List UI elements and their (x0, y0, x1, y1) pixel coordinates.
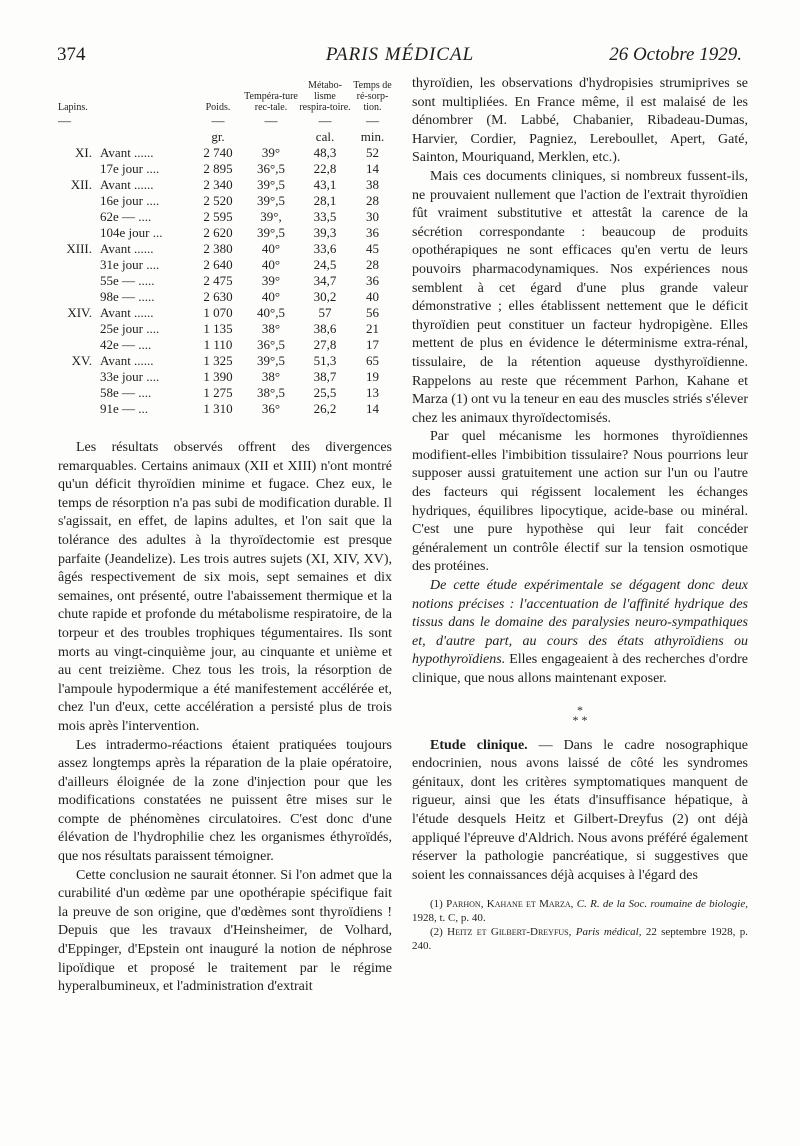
fn-num: (2) (430, 926, 443, 939)
temperature: 38° (261, 369, 281, 384)
weight: 1 325 (203, 353, 233, 368)
metabolism: 28,1 (313, 193, 337, 208)
unit-label: gr. (211, 129, 225, 144)
rabbit-id: XI. (75, 145, 92, 160)
header-dash: — (58, 113, 71, 128)
timepoint: 17e jour .... (100, 161, 160, 176)
timepoint: 58e — .... (100, 385, 152, 400)
fn-rest: 1928, t. C, p. 40. (412, 912, 486, 925)
timepoint: Avant ...... (100, 353, 154, 368)
table-row (58, 289, 393, 305)
paragraph: Les résultats observés offrent des divergences remarquables. Certains animaux (XII et XIII) n'ont montré qu'un déficit thyroïdien minime et fugace. Chez eux, le temps de résorption n'a pas subi de modification durable. Il s'agissait, en effet, de lapins adultes, et l'on sait que la tolérance des adultes à la thyroïdectomie est presque parfaite (Jeandelize). Les trois autres sujets (XI, XIV, XV), âgés respectivement de six mois, sept semaines et dix semaines, ont présenté, outre l'abaissement thermique et la chute rapide et profonde du métabolisme respiratoire, de la torpeur et des troubles trophiques tégumentaires. Ils sont morts au vingt-cinquième jour, au cinquante et unième et au cent treizième. Chez tous les trois, la résorption de l'ampoule hypodermique a été manifestement accélérée et, chez l'un d'eux, cette accélération a persisté plus de trois mois après l'intervention. (58, 440, 392, 734)
timepoint: Avant ...... (100, 177, 154, 192)
resorption-time: 65 (366, 353, 379, 368)
temperature: 40° (261, 241, 281, 256)
paragraph: thyroïdien, les observations d'hydropisies strumiprives se sont multipliées. En France même, il est malaisé de les dénombrer (M. Labbé, Chabanier, Ribadeau-Dumas, Harvier, Cordier, Pagniez, Lereboullet, Apert, Gaté, Sainton, Mouriquand, Merklen, etc.). (412, 76, 748, 166)
temperature: 39°,5 (257, 353, 285, 368)
weight: 2 620 (203, 225, 233, 240)
timepoint: 33e jour .... (100, 369, 160, 384)
rabbit-id (58, 337, 100, 353)
data-table (58, 80, 393, 417)
table-row (58, 337, 393, 353)
resorption-time: 40 (366, 289, 379, 304)
page-number: 374 (57, 44, 86, 65)
temperature: 36° (261, 401, 281, 416)
rabbit-id (58, 257, 100, 273)
section-heading: Etude clinique. (430, 737, 528, 753)
table-row (58, 369, 393, 385)
weight: 1 275 (203, 385, 233, 400)
column-header: Lapins. (58, 102, 88, 113)
header-dash (100, 113, 192, 129)
temperature: 38°,5 (257, 385, 285, 400)
metabolism: 38,6 (313, 321, 337, 336)
fn-authors: Parhon, Kahane et Marza, (446, 898, 574, 911)
resorption-time: 28 (366, 257, 379, 272)
resorption-time: 38 (366, 177, 379, 192)
resorption-time: 56 (366, 305, 379, 320)
unit-label (244, 129, 298, 145)
weight: 1 310 (203, 401, 233, 416)
paragraph: Par quel mécanisme les hormones thyroïdiennes modifient-elles l'imbibition tissulaire? Nous pourrions leur supposer aussi gratuitement une action sur l'un ou l'autre des facteurs qui régissent localement les échanges hydriques, équilibres lipocytique, acide-base ou minéral. C'est une pure hypothèse qui leur fait concéder généralement un contrôle électif sur la tension osmotique des protéines. (412, 429, 748, 575)
timepoint: 25e jour .... (100, 321, 160, 336)
resorption-time: 28 (366, 193, 379, 208)
table-row (58, 177, 393, 193)
header-dash: — (211, 113, 225, 128)
timepoint: 42e — .... (100, 337, 152, 352)
weight: 2 340 (203, 177, 233, 192)
weight: 2 595 (203, 209, 233, 224)
metabolism: 25,5 (313, 385, 337, 400)
fn-source: Paris médical, (575, 926, 642, 939)
resorption-time: 36 (366, 273, 379, 288)
temperature: 39°,5 (257, 193, 285, 208)
metabolism: 38,7 (313, 369, 337, 384)
footnote (412, 897, 748, 925)
timepoint: Avant ...... (100, 241, 154, 256)
paragraph: Mais ces documents cliniques, si nombreux fussent-ils, ne prouvaient nullement que l'action de l'extrait thyroïdien fût vraiment substitutive et attestât la carence de la sécrétion correspondante : beaucoup de produits opothérapiques ne sont efficaces qu'en vertu de leurs pouvoirs pharmacodynamiques. Nos expériences nous semblent à cet égard d'une plus grande valeur démonstrative ; elles établissent nettement que le déficit thyroïdien peut constituer un facteur hydropigène. Elles mettent de plus en évidence le déterminisme extra-rénal, tissulaire, de la rétention aqueuse dysthyroïdienne. Rappelons au reste que récemment Parhon, Kahane et Marza (1) ont vu la teneur en eau des muscles striés s'élever chez les animaux thyroïdectomisés. (412, 168, 748, 426)
metabolism: 39,3 (313, 225, 337, 240)
metabolism: 33,5 (313, 209, 337, 224)
temperature: 38° (261, 321, 281, 336)
column-header: Métabo-lisme respira-toire. (299, 80, 351, 113)
text: Elles engageaient à des recherches d'ordre clinique, que nous allons maintenant exposer. (412, 652, 748, 686)
resorption-time: 14 (366, 161, 379, 176)
journal-title: PARIS MÉDICAL (325, 44, 475, 65)
temperature: 39° (261, 273, 281, 288)
header-dash: — (318, 113, 332, 128)
temperature: 40°,5 (257, 305, 285, 320)
rabbit-id (58, 369, 100, 385)
weight: 2 640 (203, 257, 233, 272)
metabolism: 24,5 (313, 257, 337, 272)
resorption-time: 36 (366, 225, 379, 240)
fn-source: C. R. de la Soc. roumaine de biologie, (576, 898, 748, 911)
timepoint: 104e jour ... (100, 225, 163, 240)
footnote (412, 925, 748, 953)
resorption-time: 52 (366, 145, 379, 160)
unit-label: cal. (315, 129, 335, 144)
italic-text: De cette étude expérimentale se dégagent donc deux notions précises : l'accentuation de l'affinité hydrique des tissus dans le domaine des paralysies neuro-sympathiques et, d'autre part, au cours des états athyroïdiens ou hypothyroïdiens. (412, 578, 748, 668)
table-row (58, 305, 393, 321)
weight: 2 475 (203, 273, 233, 288)
rabbit-id (58, 321, 100, 337)
footnotes (412, 897, 748, 953)
fn-num: (1) (430, 898, 443, 911)
table-row (58, 257, 393, 273)
timepoint: 98e — ..... (100, 289, 155, 304)
temperature: 36°,5 (257, 161, 285, 176)
left-column (58, 80, 392, 997)
table-row (58, 273, 393, 289)
rabbit-id (58, 289, 100, 305)
table-row (58, 193, 393, 209)
rabbit-id: XII. (70, 177, 92, 192)
issue-date: 26 Octobre 1929. (609, 44, 742, 65)
column-header: Tempéra-ture rec-tale. (244, 91, 298, 113)
weight: 1 110 (203, 337, 233, 352)
table-row (58, 321, 393, 337)
rabbit-id (58, 193, 100, 209)
header-dash: — (264, 113, 278, 128)
weight: 2 630 (203, 289, 233, 304)
fn-authors: Heitz et Gilbert-Dreyfus, (447, 926, 572, 939)
table-row (58, 145, 393, 161)
temperature: 39° (261, 145, 281, 160)
timepoint: 31e jour .... (100, 257, 160, 272)
header-dash: — (366, 113, 379, 128)
paragraph (412, 737, 748, 886)
resorption-time: 21 (366, 321, 379, 336)
metabolism: 48,3 (313, 145, 337, 160)
rabbit-id (58, 225, 100, 241)
rabbit-id: XIV. (67, 305, 92, 320)
table-row (58, 225, 393, 241)
table-row (58, 401, 393, 417)
paragraph: Les intradermo-réactions étaient pratiquées toujours assez longtemps après la réparation de la plaie opératoire, d'ailleurs éloignée de la zone d'injection pour que les modifications constatées ne puissent être mises sur le compte de phénomènes circulatoires. C'est donc d'une élévation de l'hydrophilie chez les organismes éthyroïdés, que nos résultats paraissent témoigner. (58, 737, 392, 865)
rabbit-id (58, 385, 100, 401)
weight: 1 135 (203, 321, 233, 336)
table-row (58, 385, 393, 401)
metabolism: 51,3 (313, 353, 337, 368)
section-separator (412, 702, 748, 727)
table-row (58, 161, 393, 177)
stars: * * (572, 712, 588, 727)
rabbit-id (58, 161, 100, 177)
table-row (58, 241, 393, 257)
column-header (100, 80, 192, 113)
resorption-time: 14 (366, 401, 379, 416)
metabolism: 22,8 (313, 161, 337, 176)
metabolism: 30,2 (313, 289, 337, 304)
weight: 1 070 (203, 305, 233, 320)
temperature: 36°,5 (257, 337, 285, 352)
timepoint: Avant ...... (100, 305, 154, 320)
metabolism: 27,8 (313, 337, 337, 352)
column-header: Poids. (205, 102, 231, 113)
metabolism: 34,7 (313, 273, 337, 288)
star: * (577, 702, 583, 717)
temperature: 40° (261, 257, 281, 272)
timepoint: 16e jour .... (100, 193, 160, 208)
weight: 2 380 (203, 241, 233, 256)
temperature: 39°, (260, 209, 282, 224)
unit-label: min. (360, 129, 385, 144)
metabolism: 57 (318, 305, 332, 320)
resorption-time: 13 (366, 385, 379, 400)
timepoint: 55e — ..... (100, 273, 155, 288)
temperature: 40° (261, 289, 281, 304)
timepoint: Avant ...... (100, 145, 154, 160)
rabbit-id (58, 273, 100, 289)
resorption-time: 30 (366, 209, 379, 224)
weight: 1 390 (203, 369, 233, 384)
paragraph (412, 577, 748, 689)
table-row (58, 209, 393, 225)
paragraph: Cette conclusion ne saurait étonner. Si l'on admet que la curabilité d'un œdème par une opothérapie spécifique fait la preuve de son origine, que d'œdèmes sont thyroïdiens ! Depuis que les travaux d'Heinsheimer, de Volhard, d'Eppinger, d'Epstein ont inauguré la notion de néphrose lipoïdique et proposé le traitement par le régime hyperalbumineux, et l'administration d'extrait (58, 867, 392, 995)
temperature: 39°,5 (257, 225, 285, 240)
rabbit-id (58, 401, 100, 417)
rabbit-id: XIII. (66, 241, 92, 256)
metabolism: 43,1 (313, 177, 337, 192)
metabolism: 26,2 (313, 401, 337, 416)
resorption-time: 19 (366, 369, 379, 384)
fn-rest: 22 septembre 1928, p. 240. (412, 926, 749, 953)
timepoint: 91e — ... (100, 401, 149, 416)
rabbit-id: XV. (71, 353, 92, 368)
unit-label (58, 129, 100, 145)
resorption-time: 45 (366, 241, 379, 256)
timepoint: 62e — .... (100, 209, 152, 224)
temperature: 39°,5 (257, 177, 285, 192)
unit-label (100, 129, 192, 145)
weight: 2 740 (203, 145, 233, 160)
weight: 2 520 (203, 193, 233, 208)
right-column (412, 75, 748, 953)
weight: 2 895 (203, 161, 233, 176)
column-header: Temps de ré-sorp-tion. (353, 80, 392, 113)
rabbit-id (58, 209, 100, 225)
metabolism: 33,6 (313, 241, 337, 256)
text: — Dans le cadre nosographique endocrinien, nous avons laissé de côté les syndromes génitaux, dont les critères symptomatiques manquent de rigueur, ainsi que les états d'insuffisance hépatique, à l'étude desquels Heitz et Gilbert-Dreyfus (2) ont déjà appliqué l'épreuve d'Aldrich. Nous avons préféré également réserver la pathologie pancréatique, si suggestives que soient les connaissances déjà acquises à l'égard des (412, 737, 748, 883)
resorption-time: 17 (366, 337, 379, 352)
table-row (58, 353, 393, 369)
